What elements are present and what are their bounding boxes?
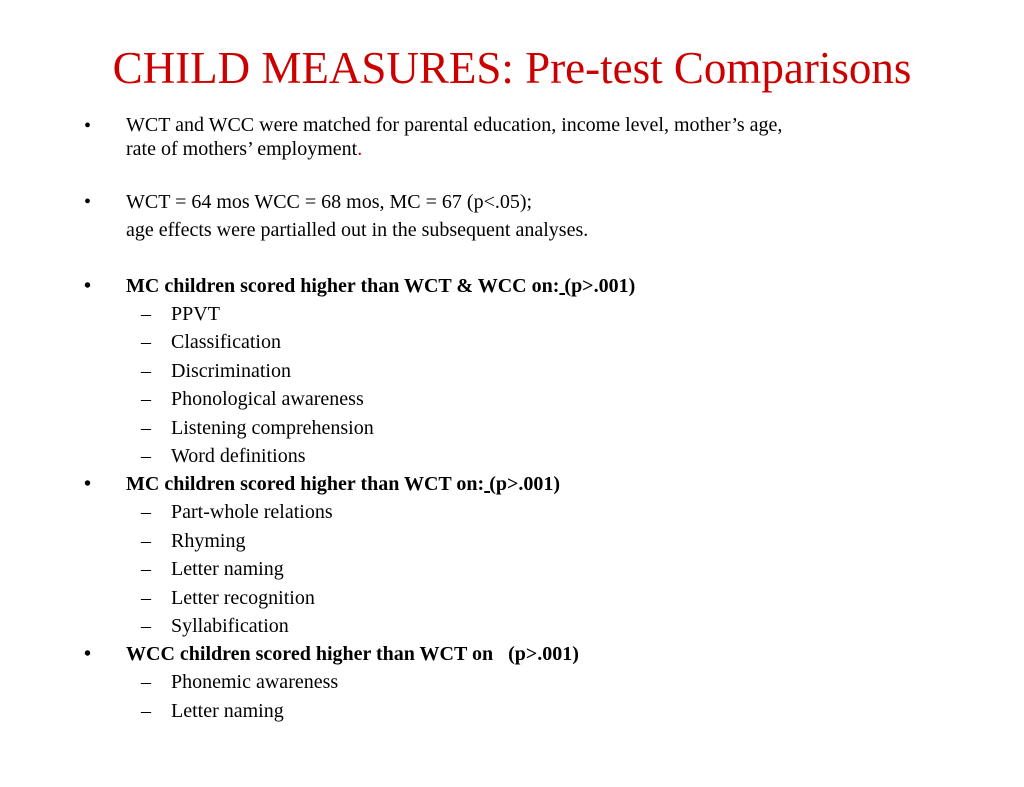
list-item bbox=[84, 555, 964, 583]
bullet-heading-lead: MC children scored higher than WCT on: bbox=[126, 473, 485, 496]
slide-title: CHILD MEASURES: Pre-test Comparisons bbox=[112, 43, 912, 93]
list-item bbox=[84, 385, 964, 413]
list-item-label: PPVT bbox=[171, 303, 220, 325]
list-item-label: Phonological awareness bbox=[171, 388, 364, 411]
dash-mark: – bbox=[141, 558, 151, 581]
list-item bbox=[84, 612, 964, 640]
list-item bbox=[84, 357, 964, 385]
list-item-label: Word definitions bbox=[171, 445, 306, 468]
list-item-label: Classification bbox=[171, 331, 281, 354]
dash-mark: – bbox=[141, 359, 151, 382]
bullet-heading bbox=[126, 275, 635, 297]
bullet-mark: • bbox=[84, 191, 92, 213]
list-item-label: Letter recognition bbox=[171, 586, 315, 609]
bullet-heading-underlined: ( bbox=[559, 275, 572, 297]
bullet-text-continued bbox=[126, 138, 964, 160]
dash-mark: – bbox=[141, 416, 151, 439]
dash-mark: – bbox=[141, 699, 151, 722]
dash-mark: – bbox=[141, 671, 151, 694]
list-item-label: Phonemic awareness bbox=[171, 671, 339, 694]
list-item-label: Letter naming bbox=[171, 558, 284, 581]
bullet-mark: • bbox=[84, 275, 92, 297]
dash-mark: – bbox=[141, 501, 151, 524]
dash-mark: – bbox=[141, 586, 151, 609]
list-item bbox=[84, 300, 964, 328]
bullet-heading-tail: p>.001) bbox=[495, 473, 561, 496]
dash-mark: – bbox=[141, 529, 151, 552]
list-item-label: Part-whole relations bbox=[171, 501, 333, 524]
slide-content bbox=[84, 112, 964, 725]
list-item bbox=[84, 442, 964, 470]
dash-mark: – bbox=[141, 388, 151, 411]
bullet-mc-vs-wct-wcc bbox=[84, 272, 964, 300]
list-item-label: Listening comprehension bbox=[171, 416, 374, 439]
bullet-heading-lead: MC children scored higher than WCT & WCC on: bbox=[126, 275, 560, 297]
bullet-mark: • bbox=[84, 115, 92, 137]
dash-mark: – bbox=[141, 331, 151, 354]
sub-list-mc-vs-wct bbox=[84, 498, 964, 640]
bullet-text-part: rate of mothers’ employment bbox=[126, 138, 358, 160]
bullet-matching bbox=[84, 112, 964, 160]
list-item bbox=[84, 697, 964, 725]
bullet-heading-tail: p>.001) bbox=[571, 275, 636, 297]
bullet-wcc-vs-wct bbox=[84, 640, 964, 668]
sub-list-mc-vs-wct-wcc bbox=[84, 300, 964, 470]
list-item bbox=[84, 584, 964, 612]
sub-list-wcc-vs-wct bbox=[84, 668, 964, 725]
bullet-mark: • bbox=[84, 643, 92, 666]
bullet-text: WCT = 64 mos WCC = 68 mos, MC = 67 (p<.05); bbox=[126, 191, 533, 213]
list-item-label: Letter naming bbox=[171, 699, 284, 722]
bullet-mark: • bbox=[84, 473, 92, 496]
bullet-heading: WCC children scored higher than WCT on (p>.001) bbox=[126, 643, 579, 666]
bullet-text-continued: age effects were partialled out in the subsequent analyses. bbox=[126, 219, 589, 241]
bullet-period: . bbox=[357, 138, 363, 160]
list-item bbox=[84, 328, 964, 356]
list-item-label: Discrimination bbox=[171, 359, 291, 382]
bullet-heading-underlined: ( bbox=[484, 473, 496, 496]
list-item-label: Syllabification bbox=[171, 615, 289, 638]
bullet-text: WCT and WCC were matched for parental education, income level, mother’s age, bbox=[126, 114, 783, 136]
bullet-ages bbox=[84, 188, 964, 244]
list-item bbox=[84, 668, 964, 696]
dash-mark: – bbox=[141, 615, 151, 638]
dash-mark: – bbox=[141, 445, 151, 468]
bullet-mc-vs-wct bbox=[84, 470, 964, 498]
dash-mark: – bbox=[141, 303, 151, 325]
list-item-label: Rhyming bbox=[171, 529, 246, 552]
list-item bbox=[84, 498, 964, 526]
list-item bbox=[84, 527, 964, 555]
bullet-heading bbox=[126, 473, 560, 495]
list-item bbox=[84, 414, 964, 442]
